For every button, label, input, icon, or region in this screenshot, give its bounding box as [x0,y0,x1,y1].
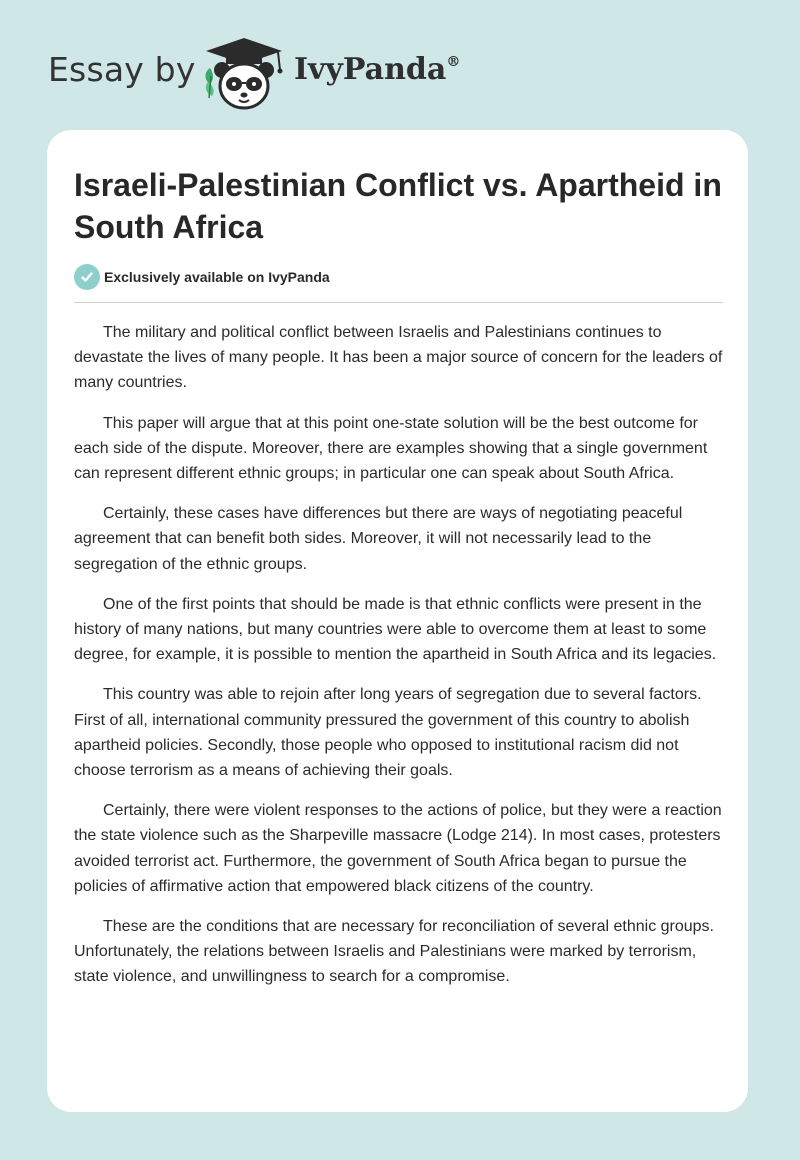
panda-logo-icon[interactable] [196,36,292,112]
article-title: Israeli-Palestinian Conflict vs. Apartheid in South Africa [74,167,722,245]
exclusive-label: Exclusively available on IvyPanda [104,269,330,285]
site-header [0,0,800,130]
paragraph: This country was able to rejoin after long years of segregation due to several factors. First of all, international community pressured the government of this country to abolish apartheid policies. Secondly, those people who opposed to institutional racism did not choose terrorism as a means of achieving their goals. [74,686,702,780]
paragraph: Certainly, there were violent responses to the actions of police, but they were a reaction the state violence such as the Sharpeville massacre (Lodge 214). In most cases, protesters avoided terrorist act. Furthermore, the government of South Africa began to pursue the policies of affirmative action that empowered black citizens of the country. [74,802,722,895]
paragraph: One of the first points that should be made is that ethnic conflicts were present in the history of many nations, but many countries were able to overcome them at least to some degree, for example, it is possible to mention the apartheid in South Africa and its legacies. [74,595,717,664]
article-body [74,320,726,1005]
essay-by-label: Essay by [48,50,196,89]
exclusive-badge [74,264,330,290]
paragraph: This paper will argue that at this point one-state solution will be the best outcome for each side of the dispute. Moreover, there are examples showing that a single government can represent different ethnic groups; in particular one can speak about South Africa. [74,414,708,483]
paragraph: Certainly, these cases have differences but there are ways of negotiating peaceful agreement that can benefit both sides. Moreover, it will not necessarily lead to the segregation of the ethnic groups. [74,505,683,573]
divider [74,302,723,303]
check-icon [74,264,100,290]
paragraph: These are the conditions that are necessary for reconciliation of several ethnic groups. Unfortunately, the relations between Israelis and Palestinians were marked by terrorism, state violence, and unwillingness to search for a compromise. [74,918,714,986]
brand-name[interactable] [294,52,460,87]
registered-mark: ® [446,54,461,70]
brand-label: IvyPanda [294,52,447,87]
article-card [47,130,748,1112]
paragraph: The military and political conflict between Israelis and Palestinians continues to devastate the lives of many people. It has been a major source of concern for the leaders of many countries. [74,324,723,392]
